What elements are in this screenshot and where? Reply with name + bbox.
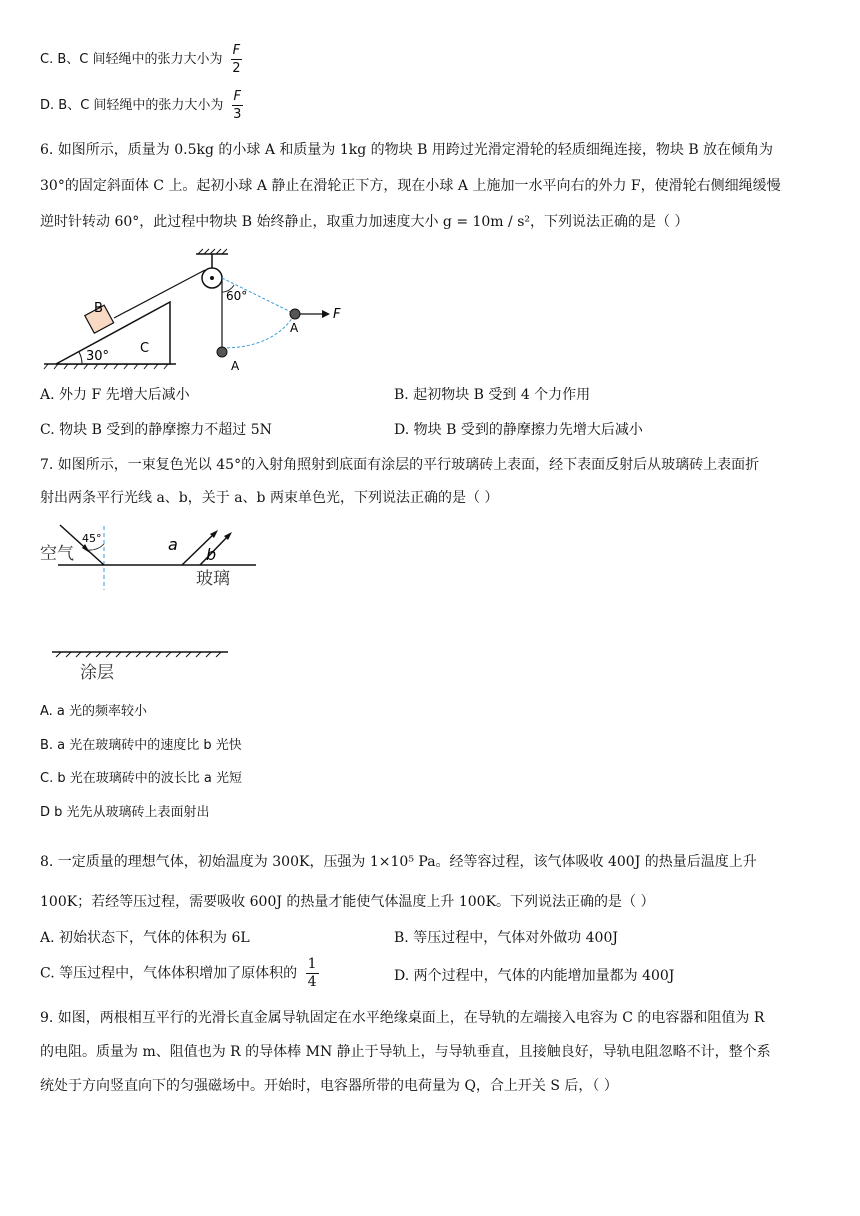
q8-option-d: D. 两个过程中，气体的内能增加量都为 400J <box>394 968 675 984</box>
label-a-initial: A <box>231 359 240 373</box>
q8-option-c-fraction <box>306 956 319 991</box>
fraction-denominator: 2 <box>232 61 241 76</box>
q5-option-c-text: C. B、C 间轻绳中的张力大小为 <box>40 52 223 67</box>
label-angle-30: 30° <box>86 349 110 364</box>
q8-option-c-text: C. 等压过程中，气体体积增加了原体积的 <box>40 965 298 982</box>
q8-stem-line-1: 8. 一定质量的理想气体，初始温度为 300K，压强为 1×10⁵ Pa。经等容过程，该气体吸收 400J 的热量后温度上升 <box>40 854 757 870</box>
label-c: C <box>140 341 150 356</box>
label-a: a <box>168 535 178 554</box>
q5-option-d-text: D. B、C 间轻绳中的张力大小为 <box>40 98 224 113</box>
q8-option-b: B. 等压过程中，气体对外做功 400J <box>394 930 618 946</box>
q7-option-c: C. b 光在玻璃砖中的波长比 a 光短 <box>40 771 242 786</box>
q5-option-d <box>40 88 247 123</box>
q7-figure <box>38 522 258 692</box>
label-coating: 涂层 <box>80 663 114 683</box>
ball-a-initial <box>217 347 227 357</box>
q9-stem-line-3: 统处于方向竖直向下的匀强磁场中。开始时，电容器所带的电荷量为 Q，合上开关 S 后，（ ） <box>40 1078 618 1094</box>
q7-option-a: A. a 光的频率较小 <box>40 704 148 719</box>
label-b: b <box>206 545 217 564</box>
label-angle-45: 45° <box>82 532 102 545</box>
q6-stem-line-2: 30°的固定斜面体 C 上。起初小球 A 静止在滑轮正下方，现在小球 A 上施加一水平向右的外力 F，使滑轮右侧细绳缓慢 <box>40 178 781 194</box>
fraction-numerator: F <box>233 89 242 104</box>
label-angle-60: 60° <box>226 289 248 303</box>
q8-stem-line-2: 100K；若经等压过程，需要吸收 600J 的热量才能使气体温度上升 100K。下列说法正确的是（ ） <box>40 894 655 910</box>
q7-stem-line-1: 7. 如图所示，一束复色光以 45°的入射角照射到底面有涂层的平行玻璃砖上表面，经下表面反射后从玻璃砖上表面折 <box>40 457 760 473</box>
q6-stem-line-3: 逆时针转动 60°，此过程中物块 B 始终静止，取重力加速度大小 g = 10m / s²，下列说法正确的是（ ） <box>40 214 689 230</box>
q5-option-c <box>40 42 246 77</box>
q9-stem-line-1: 9. 如图，两根相互平行的光滑长直金属导轨固定在水平绝缘桌面上，在导轨的左端接入电容为 C 的电容器和阻值为 R <box>40 1010 765 1026</box>
fraction-denominator: 3 <box>233 107 242 122</box>
ball-a-final <box>290 309 300 319</box>
label-b: B <box>94 301 103 316</box>
q6-option-c: C. 物块 B 受到的静摩擦力不超过 5N <box>40 422 272 438</box>
label-glass: 玻璃 <box>196 569 230 589</box>
label-air: 空气 <box>40 544 74 564</box>
fraction-denominator: 4 <box>307 974 317 990</box>
label-f: F <box>333 307 341 322</box>
q8-option-a: A. 初始状态下，气体的体积为 6L <box>40 930 250 946</box>
incline-c-shape <box>56 302 170 364</box>
q5-option-c-fraction <box>231 42 242 77</box>
fraction-numerator: F <box>232 43 241 58</box>
q7-option-d: D b 光先从玻璃砖上表面射出 <box>40 805 210 820</box>
q9-stem-line-2: 的电阻。质量为 m、阻值也为 R 的导体棒 MN 静止于导轨上，与导轨垂直，且接触良好，导轨电阻忽略不计，整个系 <box>40 1044 771 1060</box>
q5-option-d-fraction <box>232 88 243 123</box>
q6-option-a: A. 外力 F 先增大后减小 <box>40 387 190 403</box>
q6-option-b: B. 起初物块 B 受到 4 个力作用 <box>394 387 591 403</box>
fraction-numerator: 1 <box>307 956 317 972</box>
q7-stem-line-2: 射出两条平行光线 a、b，关于 a、b 两束单色光，下列说法正确的是（ ） <box>40 490 499 506</box>
q6-stem-line-1: 6. 如图所示，质量为 0.5kg 的小球 A 和质量为 1kg 的物块 B 用跨过光滑定滑轮的轻质细绳连接，物块 B 放在倾角为 <box>40 142 774 158</box>
q6-figure <box>38 248 358 376</box>
q8-option-c <box>40 956 323 991</box>
label-a-final: A <box>290 321 299 335</box>
q6-option-d: D. 物块 B 受到的静摩擦力先增大后减小 <box>394 422 643 438</box>
q7-option-b: B. a 光在玻璃砖中的速度比 b 光快 <box>40 738 242 753</box>
